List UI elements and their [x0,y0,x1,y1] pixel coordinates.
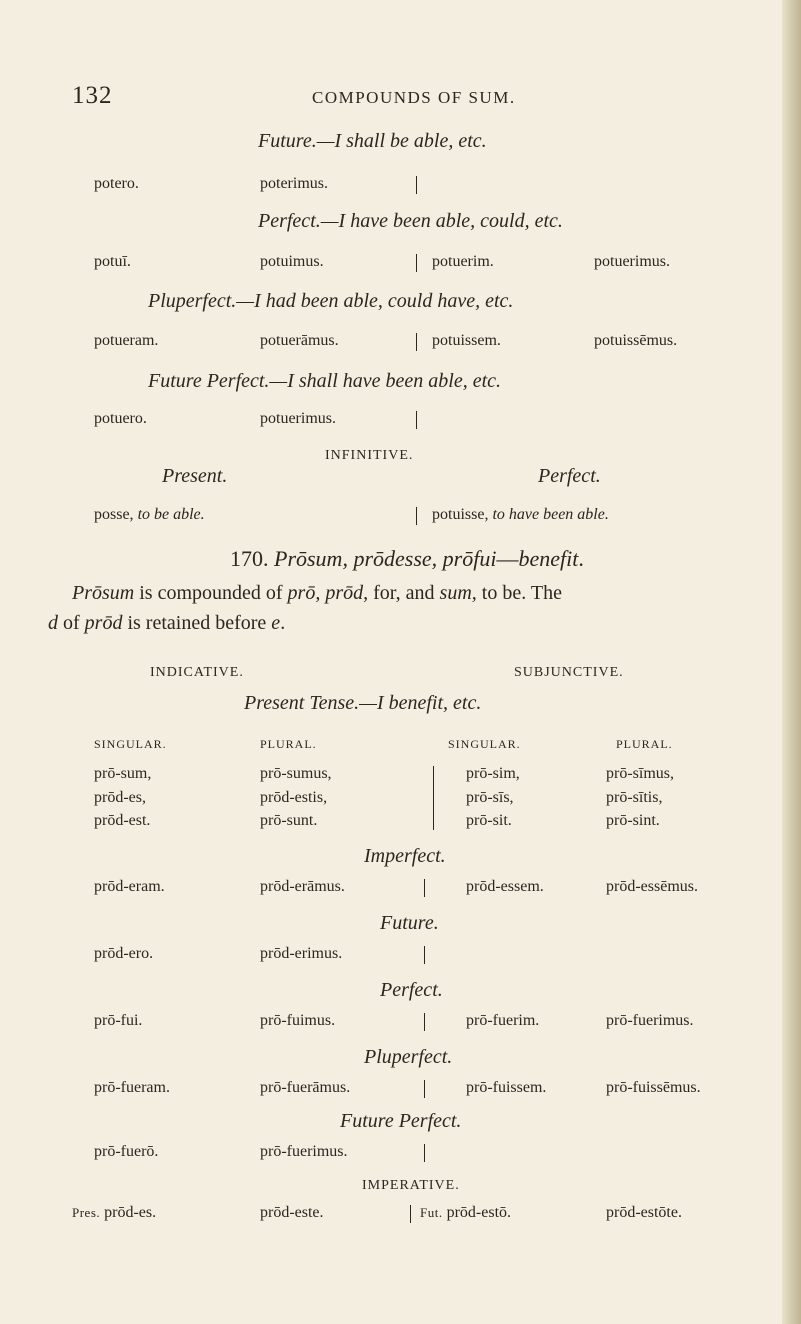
perfect-form: prō-fuerimus. [606,1012,694,1029]
potuissem-form: potuissem. [432,332,501,349]
perfect-form: prō-fuimus. [260,1012,336,1029]
present-cell: prō-sītis, [606,789,663,806]
future-perfect-form: prō-fuerō. [94,1143,159,1160]
column-divider [416,254,417,272]
body-text: for, and [368,582,440,604]
col-header-plural-subj: PLURAL. [616,737,673,751]
present-cell: prō-sīs, [466,789,514,806]
pluperfect-form: prō-fueram. [94,1079,170,1096]
column-divider [424,1144,425,1162]
column-divider [410,1205,411,1223]
potuerimus-form: potuerimus. [594,253,670,270]
d-letter: d [48,612,58,634]
infinitive-heading: INFINITIVE. [325,448,414,463]
page-number: 132 [72,82,113,109]
potuissemus-form: potuissēmus. [594,332,678,349]
fut-form: prōd-estō. [446,1204,512,1221]
potueram-form: potueram. [94,332,159,349]
present-cell: prōd-est. [94,812,151,829]
present-cell: prō-sint. [606,812,660,829]
imperfect-form: prōd-eram. [94,878,165,895]
pro-word: prō, [287,582,321,604]
column-divider [416,411,417,429]
pluperfect-heading-prosum: Pluperfect. [364,1046,453,1068]
section-body-line-1 [72,582,562,605]
poterimus-form: poterimus. [260,175,328,192]
col-header-singular: SINGULAR. [94,737,167,751]
infinitive-present-label: Present. [162,465,228,487]
present-cell: prōd-estis, [260,789,328,806]
future-perfect-heading-prosum: Future Perfect. [340,1110,462,1132]
potueramus-form: potuerāmus. [260,332,339,349]
perfect-heading-prosum: Perfect. [380,979,443,1001]
imperfect-form: prōd-essem. [466,878,544,895]
present-cell: prō-sit. [466,812,512,829]
pres-label: Pres. [72,1205,101,1220]
potui-form: potuī. [94,253,131,270]
body-text: . [280,612,286,634]
body-text: is compounded of [134,582,288,604]
prod-word: prōd, [325,582,369,604]
column-divider [424,879,425,897]
present-cell: prō-sumus, [260,765,332,782]
pluperfect-form: prō-fuissēmus. [606,1079,701,1096]
column-divider [416,176,417,194]
imperative-present [72,1204,156,1222]
potuerim-form: potuerim. [432,253,494,270]
present-cell: prō-sīmus, [606,765,674,782]
section-170-heading [230,546,584,572]
present-cell: prō-sunt. [260,812,318,829]
perfect-heading: Perfect.—I have been able, could, etc. [258,210,563,232]
pluperfect-form: prō-fuerāmus. [260,1079,351,1096]
title-end: . [578,546,584,571]
running-head: COMPOUNDS OF SUM. [312,88,516,107]
title-dash: — [496,546,519,571]
potuerimus-fp-form: potuerimus. [260,410,336,427]
imperative-future-plural: prōd-estōte. [606,1204,682,1221]
future-perfect-form: prō-fuerimus. [260,1143,348,1160]
column-divider [424,1013,425,1031]
pres-form: prōd-es. [104,1204,157,1221]
body-text: of [58,612,85,634]
column-divider [416,333,417,351]
prod-word: prōd [84,612,123,634]
present-tense-heading: Present Tense.—I benefit, etc. [244,692,482,714]
future-form: prōd-erimus. [260,945,343,962]
present-cell: prōd-es, [94,789,146,806]
pluperfect-heading: Pluperfect.—I had been able, could have, etc. [148,290,514,312]
imperative-present-plural: prōd-este. [260,1204,324,1221]
present-bracket [433,766,434,830]
body-text: is retained before [122,612,272,634]
future-heading: Future.—I shall be able, etc. [258,130,487,152]
potuero-form: potuero. [94,410,147,427]
perfect-form: prō-fuerim. [466,1012,540,1029]
present-cell: prō-sum, [94,765,152,782]
imperfect-heading: Imperfect. [364,845,446,867]
e-letter: e [271,612,281,634]
future-form: prōd-ero. [94,945,154,962]
section-number: 170. [230,546,269,571]
posse-gloss: to be able. [137,506,205,523]
potuisse-form: potuisse, [432,506,489,523]
column-divider [424,1080,425,1098]
pluperfect-form: prō-fuissem. [466,1079,547,1096]
potero-form: potero. [94,175,139,192]
body-text: to be. The [476,582,562,604]
present-cell: prō-sim, [466,765,520,782]
prosum-word: Prōsum [72,582,135,604]
sum-word: sum, [439,582,477,604]
section-body-line-2 [48,612,285,635]
infinitive-perfect-label: Perfect. [538,465,601,487]
page-edge-shadow [782,0,801,1324]
section-title: Prōsum, prōdesse, prōfui [274,546,497,571]
imperfect-form: prōd-erāmus. [260,878,345,895]
potuisse-gloss: to have been able. [492,506,609,523]
column-divider [424,946,425,964]
col-header-singular-subj: SINGULAR. [448,737,521,751]
section-title-meaning: benefit [518,546,579,571]
subjunctive-label: SUBJUNCTIVE. [514,665,624,680]
perfect-form: prō-fui. [94,1012,143,1029]
column-divider [416,507,417,525]
imperative-future [420,1204,511,1222]
future-perfect-heading: Future Perfect.—I shall have been able, etc. [148,370,502,392]
imperative-heading: IMPERATIVE. [362,1178,460,1193]
fut-label: Fut. [420,1205,443,1220]
imperfect-form: prōd-essēmus. [606,878,698,895]
future-heading-prosum: Future. [380,912,439,934]
col-header-plural: PLURAL. [260,737,317,751]
posse-form: posse, [94,506,134,523]
potuimus-form: potuimus. [260,253,324,270]
indicative-label: INDICATIVE. [150,665,244,680]
